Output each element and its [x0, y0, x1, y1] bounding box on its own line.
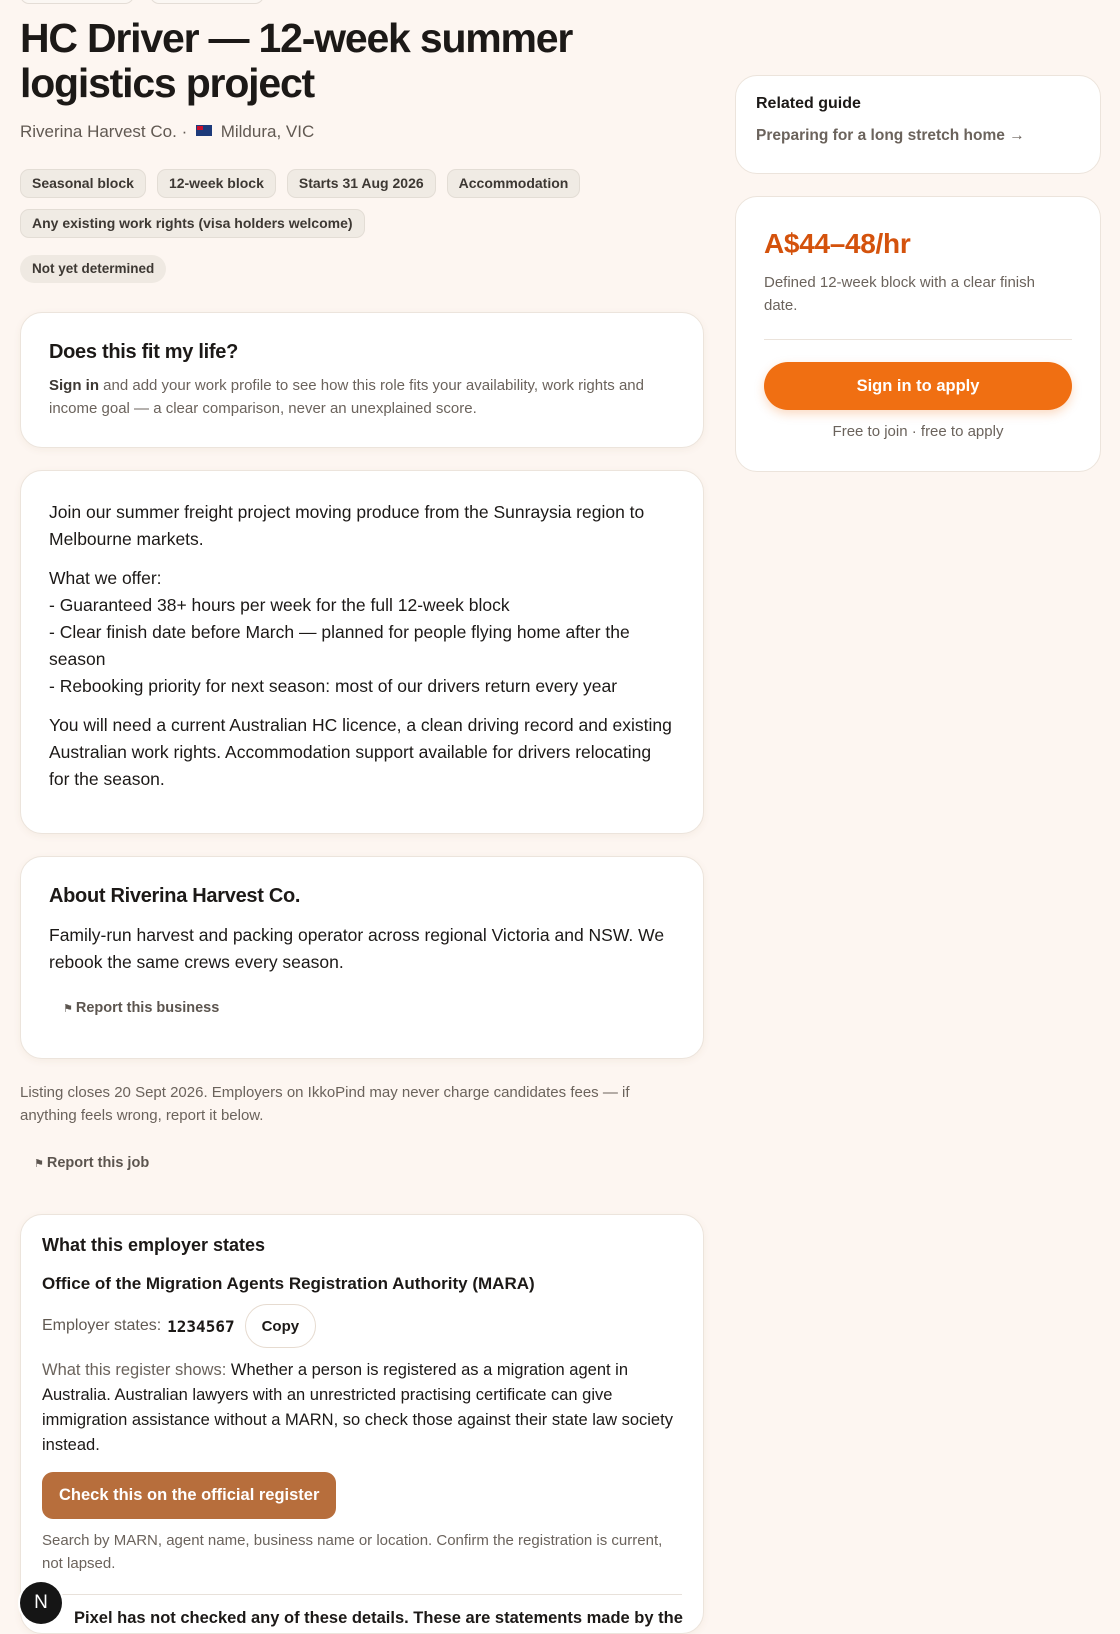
flag-icon: ⚑ [34, 1158, 44, 1170]
flag-icon: ⚑ [63, 1003, 73, 1015]
offer-item: - Clear finish date before March — planned for people flying home after the season [49, 622, 630, 669]
about-employer-card [20, 856, 704, 1059]
disclaimer-text: Pixel has not checked any of these details. These are statements made by the [74, 1609, 683, 1627]
listing-closing-note: Listing closes 20 Sept 2026. Employers on IkkoPind may never charge candidates fees — if anything feels wrong, report it below. [20, 1084, 630, 1124]
description-intro: Join our summer freight project moving produce from the Sunraysia region to Melbourne markets. [49, 502, 645, 549]
stated-label: Employer states: [42, 1317, 162, 1334]
offer-item: - Rebooking priority for next season: most of our drivers return every year [49, 676, 618, 696]
pay-note: Defined 12-week block with a clear finish date. [764, 274, 1035, 314]
free-note: Free to join · free to apply [832, 423, 1004, 440]
about-heading: About Riverina Harvest Co. [49, 885, 301, 907]
register-description [42, 1358, 682, 1458]
job-description-card [20, 470, 704, 834]
register-shows-text: Whether a person is registered as a migration agent in Australia. Australian lawyers with an unrestricted practising certificate can give immigration assistance without a MARN, so check those against their state law society instead. [42, 1361, 673, 1454]
meta-separator: · [181, 122, 188, 141]
fit-text [49, 374, 675, 420]
fit-body: and add your work profile to see how this role fits your availability, work rights and income goal — a clear comparison, never an unexplained score. [49, 377, 644, 417]
australia-flag-icon [196, 125, 212, 136]
report-business-link[interactable] [63, 1000, 219, 1016]
sign-in-to-apply-button[interactable]: Sign in to apply [764, 362, 1072, 410]
description-requirements: You will need a current Australian HC licence, a clean driving record and existing Australian work rights. Accommodation support available for drivers relocating for the season. [49, 715, 672, 789]
register-shows-label: What this register shows: [42, 1361, 227, 1379]
job-tags [20, 169, 660, 238]
fit-card [20, 312, 704, 448]
related-guide-card [735, 75, 1101, 174]
tag-chip: Accommodation [447, 169, 581, 198]
related-guide-label: Related guide [756, 95, 861, 112]
employer-states-heading: What this employer states [42, 1235, 266, 1255]
report-job-label: Report this job [46, 1155, 150, 1171]
register-authority: Office of the Migration Agents Registration Authority (MARA) [42, 1274, 535, 1293]
avatar[interactable]: N [20, 1582, 62, 1624]
company-name: Riverina Harvest Co. [20, 122, 177, 141]
stated-number-row [42, 1304, 682, 1348]
copy-button[interactable]: Copy [245, 1304, 317, 1348]
stated-number: 1234567 [167, 1316, 235, 1336]
top-tag-stubs [20, 0, 264, 4]
tag-chip: Seasonal block [20, 169, 146, 198]
pay-rate: A$44–48/hr [764, 228, 911, 259]
apply-card [735, 196, 1101, 472]
divider [42, 1594, 682, 1595]
tag-chip: Starts 31 Aug 2026 [287, 169, 436, 198]
report-business-label: Report this business [75, 1000, 220, 1016]
about-text: Family-run harvest and packing operator across regional Victoria and NSW. We rebook the same crews every season. [49, 925, 665, 972]
offer-item: - Guaranteed 38+ hours per week for the full 12-week block [49, 595, 510, 615]
tag-chip: Any existing work rights (visa holders welcome) [20, 209, 365, 238]
job-location: Mildura, VIC [220, 122, 315, 141]
job-meta [20, 122, 314, 142]
sign-in-link[interactable]: Sign in [49, 377, 99, 394]
description-offers [49, 565, 675, 700]
tag-chip: 12-week block [157, 169, 276, 198]
status-badge: Not yet determined [20, 255, 166, 283]
related-guide-link[interactable]: Preparing for a long stretch home → [756, 127, 1025, 144]
check-register-button[interactable]: Check this on the official register [42, 1472, 336, 1519]
employer-states-card [20, 1214, 704, 1634]
register-hint: Search by MARN, agent name, business name or location. Confirm the registration is current, not lapsed. [42, 1532, 663, 1572]
divider [764, 339, 1072, 340]
report-job-link[interactable] [34, 1155, 149, 1171]
offers-heading: What we offer: [49, 568, 162, 588]
fit-heading: Does this fit my life? [49, 341, 238, 363]
job-title: HC Driver — 12-week summer logistics project [20, 15, 573, 106]
